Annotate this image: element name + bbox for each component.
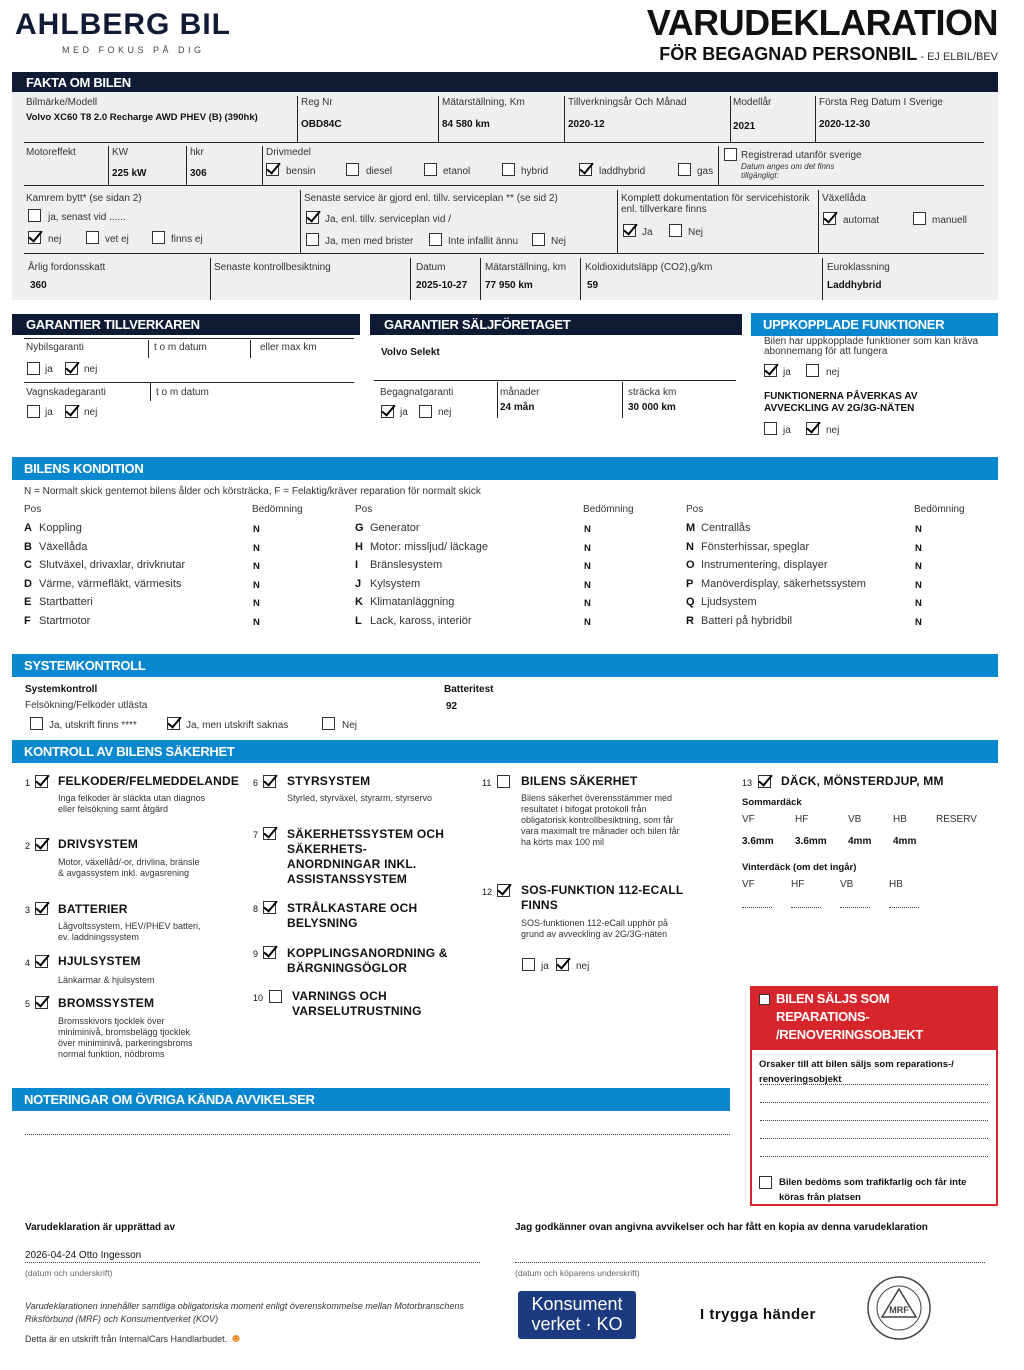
gearbox-auto-label: automat (843, 215, 880, 226)
timing-belt-yes-checkbox[interactable] (28, 209, 41, 222)
fault-print-no-label: Nej (342, 720, 358, 731)
condition-item (355, 615, 471, 627)
condition-legend: N = Normalt skick gentemot bilens ålder och körsträcka, F = Felaktig/kräver reparation för normalt skick (24, 486, 481, 497)
safety-1-checkbox[interactable] (35, 775, 48, 788)
tire-vf-value: 3.6mm (742, 836, 774, 847)
new-car-warranty-yes-checkbox[interactable] (27, 362, 40, 375)
condition-item (686, 615, 792, 627)
winter-hb-label: HB (889, 879, 903, 890)
fuel-etanol-label: etanol (443, 166, 471, 177)
hkr-label: hkr (190, 147, 204, 158)
safety-13-checkbox[interactable] (758, 775, 771, 788)
condition-item-label: Batteri på hybridbil (701, 614, 793, 627)
condition-item (24, 541, 87, 553)
condition-item-letter: L (355, 614, 362, 627)
condition-item (686, 596, 757, 608)
fuel-bensin-checkbox[interactable] (266, 163, 279, 176)
odometer-label: Mätarställning, Km (442, 97, 525, 108)
fuel-bensin-label: bensin (286, 166, 316, 177)
fuel-diesel-checkbox[interactable] (346, 163, 359, 176)
timing-belt-none-checkbox[interactable] (152, 231, 165, 244)
tire-hf-value: 3.6mm (795, 836, 827, 847)
condition-item (686, 559, 828, 571)
winter-vb-label: VB (840, 879, 854, 890)
condition-item-letter: D (24, 577, 32, 590)
safety-6-desc: Styrled, styrväxel, styrarm, styrservo (287, 793, 433, 803)
timing-belt-label: Kamrem bytt* (se sidan 2) (26, 193, 142, 204)
safety-5-number: 5 (25, 999, 31, 1009)
safety-9-title: KOPPLINGSANORDNING & BÄRGNINGSÖGLOR (287, 946, 448, 975)
safety-10-checkbox[interactable] (269, 990, 282, 1003)
page-title: VARUDEKLARATION (646, 2, 998, 43)
fuel-diesel-label: diesel (366, 166, 393, 177)
condition-item-rating: N (253, 524, 260, 535)
model-value: Volvo XC60 T8 2.0 Recharge AWD PHEV (B) (390hk) (26, 112, 258, 123)
dealer-program: Volvo Selekt (381, 347, 440, 358)
ecall-yes-checkbox[interactable] (522, 958, 535, 971)
inspection-date-label: Datum (416, 262, 446, 273)
network-yes-label: ja (783, 425, 791, 436)
ecall-no-checkbox[interactable] (556, 958, 569, 971)
tire-hf-label: HF (795, 814, 809, 825)
tax-label: Årlig fordonsskatt (28, 262, 106, 273)
condition-item (24, 596, 93, 608)
safety-7-title: SÄKERHETSSYSTEM OCH SÄKERHETS-ANORDNINGAR INKL. ASSISTANSSYSTEM (287, 827, 445, 886)
network-yes-checkbox[interactable] (764, 422, 777, 435)
new-car-warranty-label: Nybilsgaranti (26, 342, 84, 353)
euro-label: Euroklassning (827, 262, 890, 273)
timing-belt-unknown-checkbox[interactable] (86, 231, 99, 244)
safety-6-title: STYRSYSTEM (287, 774, 371, 788)
manufacture-label: Tillverkningsår Och Månad (568, 97, 687, 108)
reg-value: OBD84C (301, 119, 342, 130)
footer-source: Detta är en utskrift från InternalCars Handlarbudet. ☻ (25, 1331, 243, 1345)
fault-print-yes-checkbox[interactable] (30, 717, 43, 730)
first-reg-value: 2020-12-30 (819, 119, 871, 130)
safety-2-desc: Motor, växellåd/-or, drivlina, bränsle & avgassystem inkl. avgasrening (58, 857, 200, 878)
condition-item-rating: N (253, 579, 260, 591)
condition-item-letter: Q (686, 596, 695, 608)
condition-item-rating: N (584, 524, 591, 535)
inspection-label: Senaste kontrollbesiktning (214, 262, 331, 273)
condition-item (355, 522, 420, 534)
connected-heading: UPPKOPPLADE FUNKTIONER (751, 313, 998, 336)
condition-item (686, 541, 809, 553)
condition-item (355, 596, 454, 608)
tire-reserve-label: RESERV (936, 814, 977, 825)
condition-item-label: Generator (370, 522, 420, 534)
documentation-yes-label: Ja (642, 227, 653, 238)
condition-item-rating: N (253, 561, 260, 572)
prepared-by-label: Varudeklaration är upprättad av (25, 1222, 176, 1233)
page-subtitle: FÖR BEGAGNAD PERSONBIL - EJ ELBIL/BEV (659, 44, 998, 64)
condition-item-letter: G (355, 522, 364, 534)
inspection-odometer-value: 77 950 km (485, 280, 533, 291)
condition-item-rating: N (915, 561, 922, 572)
condition-item-letter: I (355, 559, 359, 571)
condition-item-rating: N (915, 524, 922, 535)
condition-item-label: Lack, kaross, interiör (370, 614, 472, 627)
safety-9-checkbox[interactable] (263, 946, 276, 959)
konsumentverket-logo: Konsument verket · KO (518, 1291, 636, 1339)
model-year-label: Modellår (733, 97, 772, 108)
repair-object-title: BILEN SÄLJS SOM REPARATIONS- /RENOVERINGSOBJEKT (776, 991, 924, 1042)
condition-item-letter: O (686, 559, 695, 571)
damage-warranty-label: Vagnskadegaranti (26, 387, 106, 398)
condition-item-label: Bränslesystem (370, 559, 443, 571)
safety-heading: KONTROLL AV BILENS SÄKERHET (12, 740, 998, 763)
condition-item-label: Koppling (39, 522, 82, 534)
safety-1-desc: Inga felkoder är släckta utan diagnos eller felsökning samt åtgärd (58, 793, 206, 814)
gearbox-manual-label: manuell (932, 215, 968, 226)
safety-11-number: 11 (482, 778, 492, 788)
condition-item-label: Motor: missljud/ läckage (370, 540, 488, 553)
condition-item-letter: M (686, 522, 696, 534)
damage-warranty-date-label: t o m datum (156, 387, 209, 398)
condition-item-letter: F (24, 614, 31, 627)
damage-warranty-yes-checkbox[interactable] (27, 405, 40, 418)
fuel-hybrid-label: hybrid (521, 166, 549, 177)
safety-4-checkbox[interactable] (35, 955, 48, 968)
service-notyet-checkbox[interactable] (429, 233, 442, 246)
new-car-warranty-km-label: eller max km (260, 342, 317, 353)
ecall-yes-label: ja (541, 961, 549, 972)
used-car-warranty-km-value: 30 000 km (628, 402, 676, 413)
damage-warranty-no-label: nej (84, 407, 98, 418)
traffic-hazard-label: Bilen bedöms som trafikfarlig och får inte köras från platsen (779, 1177, 967, 1203)
safety-2-number: 2 (25, 841, 31, 851)
seller-signature: 2026-04-24 Otto Ingesson (25, 1250, 142, 1261)
condition-item-rating: N (915, 616, 922, 628)
co2-value: 59 (587, 280, 599, 291)
condition-item (686, 578, 866, 590)
service-label: Senaste service är gjord enl. tillv. serviceplan ** (se sid 2) (304, 193, 558, 204)
used-car-warranty-yes-label: ja (400, 407, 408, 418)
winter-hf-label: HF (791, 879, 805, 890)
condition-pos-header: Pos (24, 504, 42, 515)
damage-warranty-no-checkbox[interactable] (65, 405, 78, 418)
safety-5-title: BROMSSYSTEM (58, 996, 155, 1010)
fault-print-missing-label: Ja, men utskrift saknas (186, 720, 289, 731)
condition-item-rating: N (253, 598, 260, 609)
repair-object-checkbox[interactable] (759, 994, 770, 1005)
condition-item-rating: N (584, 616, 591, 628)
condition-item-rating: N (915, 598, 922, 609)
condition-item (24, 522, 82, 534)
kw-label: KW (112, 147, 129, 158)
condition-item-rating: N (915, 542, 922, 554)
condition-item-label: Startmotor (39, 614, 91, 627)
condition-pos-header: Pos (355, 504, 373, 515)
condition-item-letter: C (24, 559, 32, 571)
service-yes-label: Ja, enl. tillv. serviceplan vid / (325, 214, 451, 225)
fault-print-no-checkbox[interactable] (322, 717, 335, 730)
used-car-warranty-label: Begagnatgaranti (380, 387, 454, 398)
safety-11-title: BILENS SÄKERHET (521, 774, 638, 788)
tax-value: 360 (30, 280, 47, 291)
safety-11-checkbox[interactable] (497, 775, 510, 788)
safety-3-title: BATTERIER (58, 902, 128, 916)
condition-item-label: Manöverdisplay, säkerhetssystem (701, 577, 866, 590)
mrf-seal-logo (866, 1275, 932, 1341)
condition-item-label: Ljudsystem (701, 596, 757, 608)
condition-item-rating: N (584, 598, 591, 609)
safety-7-checkbox[interactable] (263, 827, 276, 840)
fault-codes-label: Felsökning/Felkoder utlästa (25, 700, 148, 711)
condition-item-letter: R (686, 614, 694, 627)
buyer-signature-caption: (datum och köparens underskrift) (515, 1268, 640, 1278)
connected-yes-label: ja (783, 367, 791, 378)
service-no-label: Nej (551, 236, 567, 247)
damage-warranty-yes-label: ja (45, 407, 53, 418)
condition-item-label: Instrumentering, displayer (701, 559, 828, 571)
service-no-checkbox[interactable] (532, 233, 545, 246)
condition-rating-header: Bedömning (914, 504, 965, 515)
documentation-label: Komplett dokumentation för servicehistorik enl. tillverkare finns (621, 193, 810, 215)
condition-item-letter: E (24, 596, 32, 608)
condition-item-letter: B (24, 540, 32, 553)
network-phaseout-heading: FUNKTIONERNA PÅVERKAS AV AVVECKLING AV 2G/3G-NÄTEN (764, 391, 918, 414)
documentation-no-label: Nej (688, 227, 704, 238)
tire-vb-value: 4mm (848, 836, 872, 847)
tire-vb-label: VB (848, 814, 862, 825)
safety-5-desc: Bromsskivors tjocklek över miniminivå, bromsbelägg tjocklek över miniminivå, parkeringsbroms normal funktion, nödbroms (58, 1016, 193, 1059)
safety-13-number: 13 (742, 778, 753, 788)
used-car-warranty-no-label: nej (438, 407, 452, 418)
registered-abroad-checkbox[interactable] (724, 148, 737, 161)
fuel-label: Drivmedel (266, 147, 312, 158)
ecall-no-label: nej (576, 961, 590, 972)
euro-value: Laddhybrid (827, 280, 882, 291)
connected-text: Bilen har uppkopplade funktioner som kan kräva abonnemang för att fungera (764, 336, 979, 357)
used-car-warranty-km-label: sträcka km (628, 387, 677, 398)
brand-tagline: MED FOKUS PÅ DIG (62, 45, 205, 55)
safety-12-checkbox[interactable] (497, 884, 510, 897)
safety-12-desc: SOS-funktionen 112-eCall upphör på grund av avveckling av 2G/3G-näten (521, 918, 668, 939)
network-no-checkbox[interactable] (806, 422, 819, 435)
safety-2-checkbox[interactable] (35, 838, 48, 851)
kw-value: 225 kW (112, 168, 147, 179)
fault-print-yes-label: Ja, utskrift finns **** (49, 720, 137, 731)
gearbox-label: Växellåda (822, 193, 866, 204)
condition-rating-header: Bedömning (583, 504, 634, 515)
battery-test-value: 92 (446, 701, 458, 712)
documentation-yes-checkbox[interactable] (623, 224, 636, 237)
used-car-warranty-months-label: månader (500, 387, 540, 398)
co2-label: Koldioxidutsläpp (CO2),g/km (585, 262, 713, 273)
condition-item-rating: N (253, 542, 260, 554)
condition-rating-header: Bedömning (252, 504, 303, 515)
trygga-tagline: I trygga händer (700, 1306, 816, 1323)
safety-12-title: SOS-FUNKTION 112-ECALL FINNS (521, 883, 684, 912)
fuel-hybrid-checkbox[interactable] (502, 163, 515, 176)
safety-10-number: 10 (253, 993, 264, 1003)
timing-belt-no-checkbox[interactable] (28, 231, 41, 244)
safety-6-checkbox[interactable] (263, 775, 276, 788)
condition-item-letter: P (686, 577, 694, 590)
condition-item-rating: N (584, 561, 591, 572)
footer-agreement-text: Varudeklarationen innehåller samtliga obligatoriska moment enligt överenskommelse mellan Motorbranschens Riksförbund (MRF) och Konsumentverket (KOV) (25, 1301, 464, 1324)
safety-1-title: FELKODER/FELMEDDELANDE (58, 774, 240, 788)
safety-2-title: DRIVSYSTEM (58, 837, 139, 851)
condition-item-letter: H (355, 540, 363, 553)
condition-item-rating: N (584, 579, 591, 591)
condition-item-rating: N (584, 542, 591, 554)
safety-4-desc: Länkarmar & hjulsystem (58, 975, 155, 985)
condition-item-label: Växellåda (39, 540, 88, 553)
seller-signature-caption: (datum och underskrift) (25, 1268, 113, 1278)
condition-item-label: Slutväxel, drivaxlar, drivknutar (39, 559, 186, 571)
safety-6-number: 6 (253, 778, 259, 788)
condition-item-letter: J (355, 577, 362, 590)
safety-11-desc: Bilens säkerhet överensstämmer med resultatet i bifogat protokoll från obligatorisk kontrollbesiktning, som får vara maximalt tre månader och bilen får ha körts max 100 mil (521, 793, 680, 847)
repair-reason-label: Orsaker till att bilen säljs som reparations-/ renoveringsobjekt (759, 1059, 954, 1085)
timing-belt-no-label: nej (48, 234, 62, 245)
new-car-warranty-yes-label: ja (45, 364, 53, 375)
condition-item-letter: A (24, 522, 32, 534)
safety-5-checkbox[interactable] (35, 996, 48, 1009)
svg-text:MRF: MRF (889, 1305, 909, 1315)
system-check-label: Systemkontroll (25, 684, 98, 695)
gearbox-manual-checkbox[interactable] (913, 212, 926, 225)
tire-hb-label: HB (893, 814, 907, 825)
service-yes-checkbox[interactable] (306, 211, 319, 224)
inspection-odometer-label: Mätarställning, km (485, 262, 567, 273)
safety-8-title: STRÅLKASTARE OCH BELYSNING (287, 901, 418, 930)
used-car-warranty-yes-checkbox[interactable] (381, 405, 394, 418)
condition-item (24, 615, 90, 627)
connected-no-label: nej (826, 367, 840, 378)
condition-item (355, 578, 420, 590)
model-year-value: 2021 (733, 121, 756, 132)
motor-label: Motoreffekt (26, 147, 76, 158)
condition-item (355, 559, 442, 571)
condition-pos-header: Pos (686, 504, 704, 515)
fuel-gas-checkbox[interactable] (678, 163, 691, 176)
buyer-approval-label: Jag godkänner ovan angivna avvikelser och har fått en kopia av denna varudeklaration (515, 1222, 928, 1233)
safety-1-number: 1 (25, 778, 31, 788)
tire-hb-value: 4mm (893, 836, 917, 847)
safety-10-title: VARNINGS OCH VARSELUTRUSTNING (292, 989, 422, 1018)
winter-vf-label: VF (742, 879, 755, 890)
fuel-gas-label: gas (697, 166, 714, 177)
safety-9-number: 9 (253, 949, 259, 959)
odometer-value: 84 580 km (442, 119, 490, 130)
condition-item (355, 541, 488, 553)
first-reg-label: Första Reg Datum I Sverige (819, 97, 943, 108)
condition-item-letter: N (686, 540, 694, 553)
timing-belt-unknown-label: vet ej (105, 234, 129, 245)
warranty-manufacturer-heading: GARANTIER TILLVERKAREN (12, 314, 360, 335)
documentation-no-checkbox[interactable] (669, 224, 682, 237)
traffic-hazard-checkbox[interactable] (759, 1176, 772, 1189)
network-no-label: nej (826, 425, 840, 436)
safety-13-title: DÄCK, MÖNSTERDJUP, MM (781, 774, 944, 788)
condition-item-rating: N (915, 579, 922, 591)
reg-label: Reg Nr (301, 97, 333, 108)
system-check-heading: SYSTEMKONTROLL (12, 654, 998, 677)
connected-yes-checkbox[interactable] (764, 364, 777, 377)
condition-item-label: Fönsterhissar, speglar (701, 540, 810, 553)
fuel-etanol-checkbox[interactable] (424, 163, 437, 176)
registered-abroad-label: Registrerad utanför sverige (741, 150, 862, 161)
service-defects-label: Ja, men med brister (325, 236, 414, 247)
condition-heading: BILENS KONDITION (12, 457, 998, 480)
condition-item-label: Startbatteri (39, 596, 93, 608)
service-notyet-label: Inte infallit ännu (448, 236, 519, 247)
safety-3-number: 3 (25, 905, 31, 915)
gearbox-auto-checkbox[interactable] (823, 212, 836, 225)
condition-item-label: Klimatanläggning (370, 596, 455, 608)
brand-logo: AHLBERG BIL (15, 8, 231, 41)
fakta-heading: FAKTA OM BILEN (12, 72, 998, 93)
safety-4-title: HJULSYSTEM (58, 954, 141, 968)
safety-12-number: 12 (482, 887, 493, 897)
manufacture-value: 2020-12 (568, 119, 605, 130)
inspection-date-value: 2025-10-27 (416, 280, 468, 291)
battery-test-label: Batteritest (444, 684, 494, 695)
timing-belt-yes-label: ja, senast vid ...... (48, 212, 126, 223)
new-car-warranty-date-label: t o m datum (154, 342, 207, 353)
hkr-value: 306 (190, 168, 207, 179)
new-car-warranty-no-label: nej (84, 364, 98, 375)
connected-no-checkbox[interactable] (806, 364, 819, 377)
safety-8-checkbox[interactable] (263, 901, 276, 914)
condition-item-label: Kylsystem (370, 577, 421, 590)
safety-4-number: 4 (25, 958, 31, 968)
summer-tires-label: Sommardäck (742, 797, 802, 808)
fuel-laddhybrid-checkbox[interactable] (579, 163, 592, 176)
used-car-warranty-no-checkbox[interactable] (419, 405, 432, 418)
condition-item (686, 522, 751, 534)
timing-belt-none-label: finns ej (171, 234, 203, 245)
new-car-warranty-no-checkbox[interactable] (65, 362, 78, 375)
safety-3-desc: Lågvoltssystem, HEV/PHEV batteri, ev. laddningssystem (58, 921, 201, 942)
condition-item-label: Värme, värmefläkt, värmesits (39, 577, 182, 590)
condition-item (24, 559, 185, 571)
condition-item-rating: N (253, 616, 260, 628)
condition-item-label: Centrallås (701, 522, 751, 534)
condition-item (24, 578, 181, 590)
used-car-warranty-months-value: 24 mån (500, 402, 535, 413)
winter-tires-label: Vinterdäck (om det ingår) (742, 862, 857, 873)
notes-heading: NOTERINGAR OM ÖVRIGA KÄNDA AVVIKELSER (12, 1088, 730, 1111)
registered-abroad-note: Datum anges om det finns tillgängligt: (741, 162, 835, 180)
fuel-laddhybrid-label: laddhybrid (599, 166, 646, 177)
model-label: Bilmärke/Modell (26, 97, 98, 108)
safety-3-checkbox[interactable] (35, 902, 48, 915)
fault-print-missing-checkbox[interactable] (167, 717, 180, 730)
condition-item-letter: K (355, 596, 363, 608)
tire-vf-label: VF (742, 814, 755, 825)
warranty-dealer-heading: GARANTIER SÄLJFÖRETAGET (370, 314, 742, 335)
safety-8-number: 8 (253, 904, 259, 914)
safety-7-number: 7 (253, 830, 259, 840)
service-defects-checkbox[interactable] (306, 233, 319, 246)
